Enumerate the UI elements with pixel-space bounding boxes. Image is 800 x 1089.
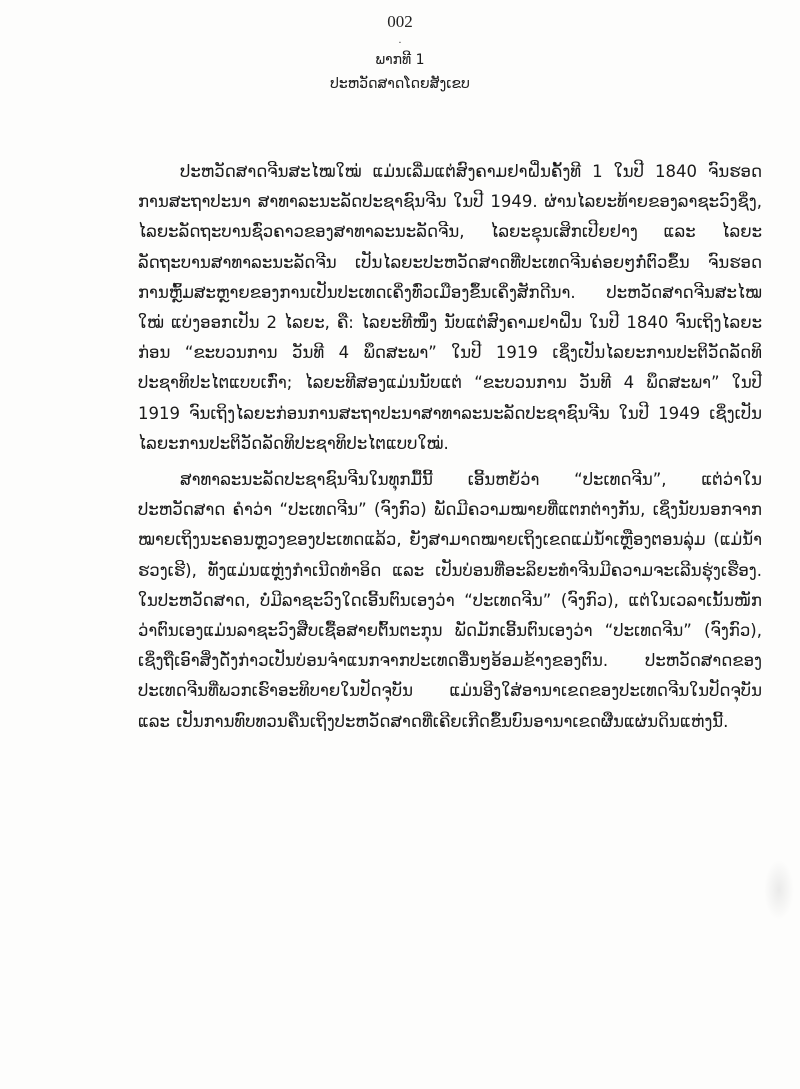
- part-label: ພາກທີ 1: [375, 52, 425, 68]
- body-text: [138, 157, 762, 743]
- page-number: 002: [387, 12, 413, 31]
- paragraph-1: ປະຫວັດສາດຈີນສະໄໝໃໝ່ ແມ່ນເລີ່ມແຕ່ສົງຄາມຢາຝິ່ນຄັ້ງທີ 1 ໃນປີ 1840 ຈົນຮອດການສະຖາປະນາ ສາທາລະນະລັດປະຊາຊົນຈີນ ໃນປີ 1949. ຜ່ານໄລຍະທ້າຍຂອງລາຊະວົງຊິ່ງ, ໄລຍະລັດຖະບານຊົ່ວຄາວຂອງສາທາລະນະລັດຈີນ, ໄລຍະຂຸນເສິກເປີຍຢາງ ແລະ ໄລຍະລັດຖະບານສາທາລະນະລັດຈີນ ເປັນໄລຍະປະຫວັດສາດທີ່ປະເທດຈີນຄ່ອຍໆກໍ່ຕົວຂຶ້ນ ຈົນຮອດການຫຼົ້ມສະຫຼາຍຂອງການເປັນປະເທດເຄິ່ງທົ່ວເມືອງຂຶ້ນເຄິ່ງສັກດີນາ. ປະຫວັດສາດຈີນສະໄໝໃໝ່ ແບ່ງອອກເປັນ 2 ໄລຍະ, ຄື: ໄລຍະທີໜຶ່ງ ນັບແຕ່ສົງຄາມຢາຝິ່ນ ໃນປີ 1840 ຈົນເຖິງໄລຍະກ່ອນ “ຂະບວນການ ວັນທີ 4 ພຶດສະພາ” ໃນປີ 1919 ເຊິ່ງເປັນໄລຍະການປະຕິວັດລັດທິປະຊາທິປະໄຕແບບເກົ່າ; ໄລຍະທີສອງແມ່ນນັບແຕ່ “ຂະບວນການ ວັນທີ 4 ພຶດສະພາ” ໃນປີ 1919 ຈົນເຖິງໄລຍະກ່ອນການສະຖາປະນາສາທາລະນະລັດປະຊາຊົນຈີນ ໃນປີ 1949 ເຊິ່ງເປັນໄລຍະການປະຕິວັດລັດທິປະຊາທິປະໄຕແບບໃໝ່.: [138, 162, 762, 453]
- part-title: ປະຫວັດສາດໂດຍສັງເຂບ: [330, 76, 470, 92]
- header-dot: ·: [398, 38, 402, 49]
- paragraph-2: ສາທາລະນະລັດປະຊາຊົນຈີນໃນທຸກມື້ນີ້ ເອີ້ນຫຍໍ້ວ່າ “ປະເທດຈີນ”, ແຕ່ວ່າໃນປະຫວັດສາດ ຄຳວ່າ “ປະເທດຈີນ” (ຈົງກົວ) ພັດມີຄວາມໝາຍທີ່ແຕກຕ່າງກັນ, ເຊິ່ງນັບນອກຈາກໝາຍເຖິງນະຄອນຫຼວງຂອງປະເທດແລ້ວ, ຍັງສາມາດໝາຍເຖິງເຂດແມ່ນ້ຳເຫຼືອງຕອນລຸ່ມ (ແມ່ນ້ຳຮວງເຮີ), ທັງແມ່ນແຫຼ່ງກຳເນີດທຳອິດ ແລະ ເປັນບ່ອນທີ່ອະລິຍະທຳຈີນມີຄວາມຈະເລີນຮຸ່ງເຮືອງ. ໃນປະຫວັດສາດ, ບໍ່ມີລາຊະວົງໃດເອີ້ນຕົນເອງວ່າ “ປະເທດຈີນ” (ຈົງກົວ), ແຕ່ໃນເວລາເນັ້ນໜັກວ່າຕົນເອງແມ່ນລາຊະວົງສືບເຊື້ອສາຍຕົ້ນຕະກຸນ ພັດມັກເອີ້ນຕົນເອງວ່າ “ປະເທດຈີນ” (ຈົງກົວ), ເຊິ່ງຖືເອົາສິ່ງດັ່ງກ່າວເປັນບ່ອນຈຳແນກຈາກປະເທດອື່ນໆອ້ອມຂ້າງຂອງຕົນ. ປະຫວັດສາດຂອງປະເທດຈີນທີ່ພວກເຮົາອະທິບາຍໃນປັດຈຸບັນ ແມ່ນອີງໃສ່ອານາເຂດຂອງປະເທດຈີນໃນປັດຈຸບັນ ແລະ ເປັນການທົບທວນຄືນເຖິງປະຫວັດສາດທີ່ເຄີຍເກີດຂຶ້ນບົນອານາເຂດຜືນແຜ່ນດິນແຫ່ງນີ້.: [138, 470, 762, 731]
- scan-smudge: [764, 860, 794, 920]
